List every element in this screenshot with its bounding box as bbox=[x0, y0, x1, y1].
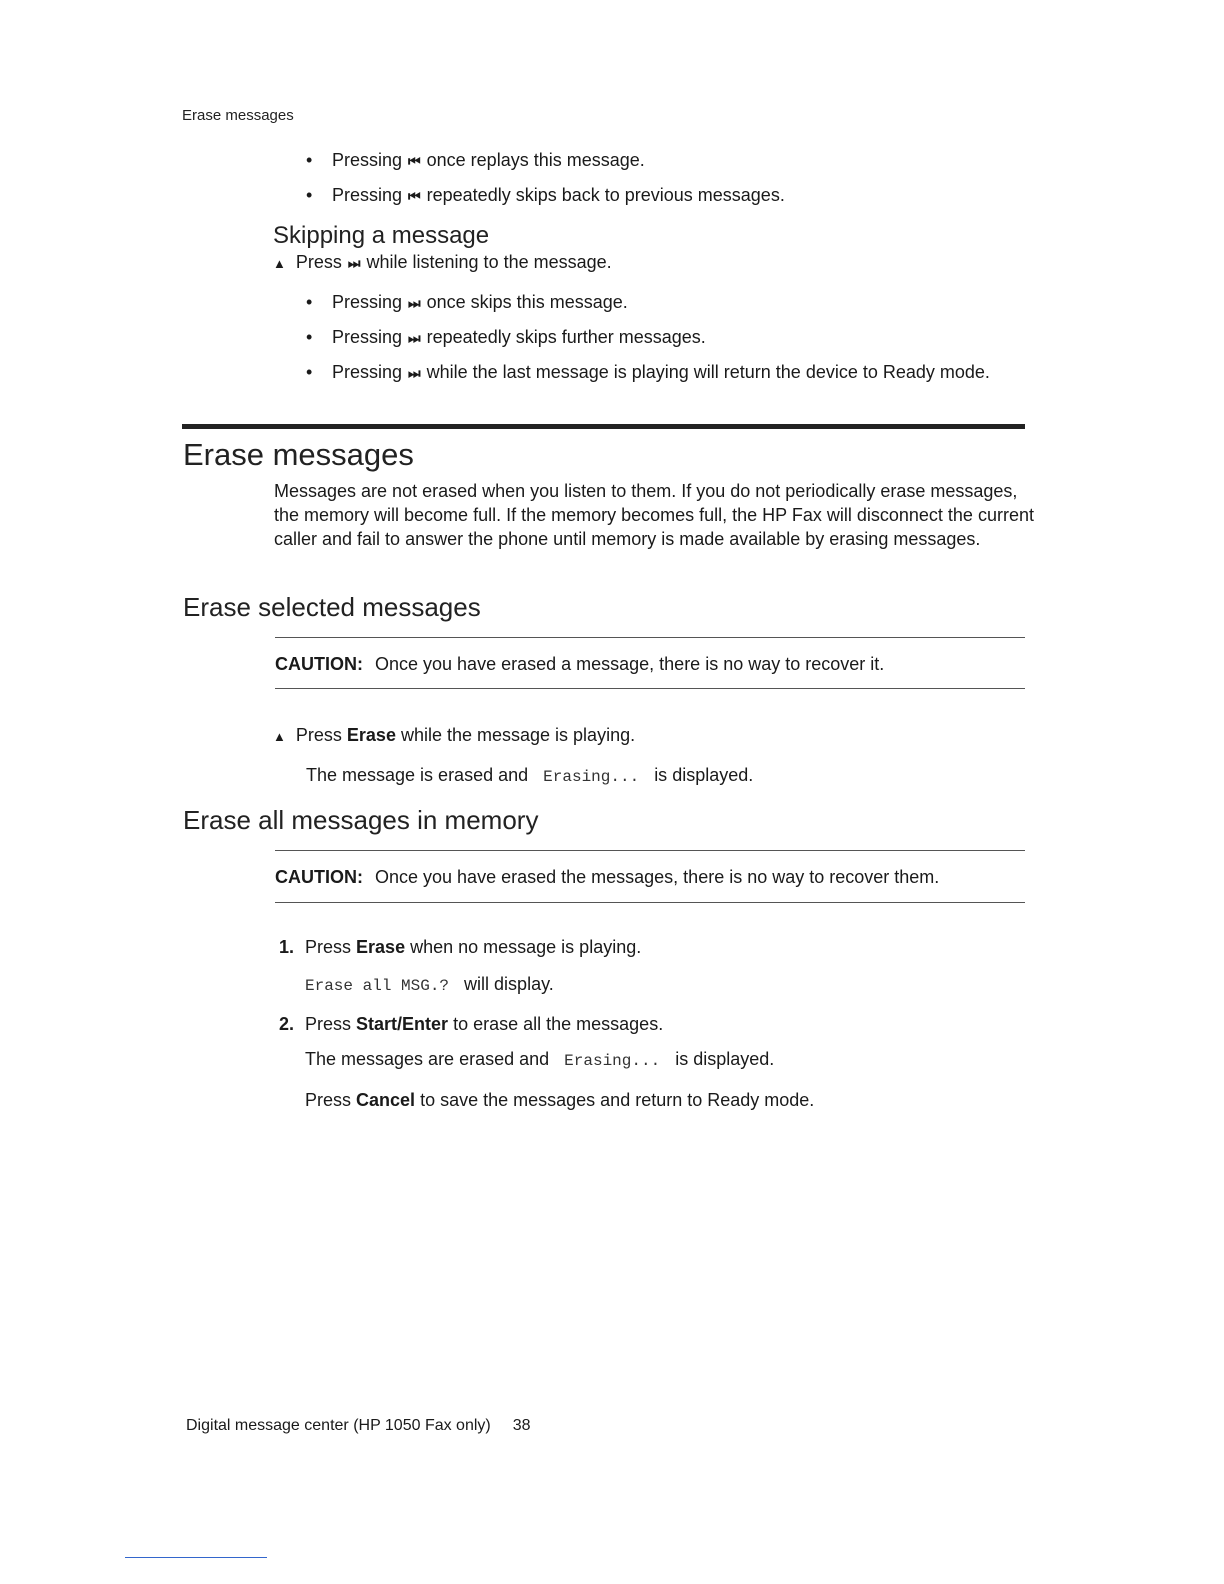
next-icon: ⏭ bbox=[408, 330, 419, 346]
caution-note: CAUTION: Once you have erased a message, there is no way to recover it. bbox=[275, 654, 885, 674]
skip-step: ▲ Press ⏭ while listening to the message. bbox=[273, 252, 612, 272]
next-icon: ⏭ bbox=[408, 365, 419, 381]
caution-rule-bottom bbox=[275, 688, 1025, 689]
caution-rule-top bbox=[275, 850, 1025, 851]
lcd-display-text: Erasing... bbox=[543, 768, 640, 786]
lcd-display-text: Erase all MSG.? bbox=[305, 977, 450, 995]
caution-note: CAUTION: Once you have erased the messages, there is no way to recover them. bbox=[275, 867, 940, 887]
erase-paragraph: Messages are not erased when you listen to them. If you do not periodically erase messages, the memory will become full. If the memory becomes full, the HP Fax will disconnect the current caller and fail to answer the phone until memory is made available by erasing messages. bbox=[274, 481, 1034, 549]
bullet-icon: • bbox=[306, 150, 313, 170]
erase-key: Erase bbox=[356, 937, 406, 957]
erase-all-cancel: Press Cancel to save the messages and return to Ready mode. bbox=[305, 1090, 815, 1110]
bullet-icon: • bbox=[306, 327, 313, 347]
erase-all-step-2: 2. Press Start/Enter to erase all the messages. bbox=[279, 1014, 664, 1034]
bullet-icon: • bbox=[306, 362, 313, 382]
erase-all-step-1: 1. Press Erase when no message is playing. bbox=[279, 937, 642, 957]
start-enter-key: Start/Enter bbox=[356, 1014, 449, 1034]
previous-icon: ⏮ bbox=[408, 188, 419, 204]
step-icon: ▲ bbox=[273, 256, 286, 271]
cancel-key: Cancel bbox=[356, 1090, 416, 1110]
page-number: 38 bbox=[512, 1417, 531, 1434]
bullet-icon: • bbox=[306, 292, 313, 312]
previous-icon: ⏮ bbox=[408, 153, 419, 169]
next-icon: ⏭ bbox=[408, 295, 419, 311]
caution-label: CAUTION: bbox=[275, 867, 363, 887]
list-item: • Pressing ⏭ repeatedly skips further messages. bbox=[302, 322, 1062, 357]
footer-title: Digital message center (HP 1050 Fax only) bbox=[186, 1417, 491, 1434]
bullet-icon: • bbox=[306, 185, 313, 205]
caution-label: CAUTION: bbox=[275, 654, 363, 674]
erase-selected-step: ▲ Press Erase while the message is playing. bbox=[273, 725, 636, 745]
list-item: • Pressing ⏮ repeatedly skips back to previous messages. bbox=[302, 180, 1062, 215]
skip-bullet-list bbox=[302, 287, 1062, 392]
step-number: 2. bbox=[279, 1014, 295, 1034]
erase-selected-title: Erase selected messages bbox=[183, 592, 481, 622]
lcd-display-text: Erasing... bbox=[564, 1052, 661, 1070]
next-icon: ⏭ bbox=[347, 255, 359, 271]
erase-selected-result: The message is erased and Erasing... is displayed. bbox=[306, 765, 754, 786]
caution-rule-top bbox=[275, 637, 1025, 638]
erase-all-step-2-result: The messages are erased and Erasing... is displayed. bbox=[305, 1049, 775, 1070]
running-header: Erase messages bbox=[182, 107, 294, 124]
list-item: • Pressing ⏮ once replays this message. bbox=[302, 145, 1062, 180]
list-item: • Pressing ⏭ once skips this message. bbox=[302, 287, 1062, 322]
step-number: 1. bbox=[279, 937, 295, 957]
skip-section-title: Skipping a message bbox=[273, 222, 490, 249]
rewind-bullet-list bbox=[302, 145, 1062, 215]
page-footer bbox=[186, 1417, 531, 1435]
section-divider bbox=[182, 424, 1025, 429]
erase-section-title: Erase messages bbox=[183, 437, 414, 472]
list-item: • Pressing ⏭ while the last message is playing will return the device to Ready mode. bbox=[302, 357, 1062, 392]
bottom-rule bbox=[125, 1557, 267, 1558]
caution-rule-bottom bbox=[275, 902, 1025, 903]
step-icon: ▲ bbox=[273, 729, 286, 744]
erase-all-step-1-display: Erase all MSG.? will display. bbox=[305, 974, 554, 995]
erase-key: Erase bbox=[346, 725, 396, 745]
erase-all-title: Erase all messages in memory bbox=[183, 805, 539, 835]
